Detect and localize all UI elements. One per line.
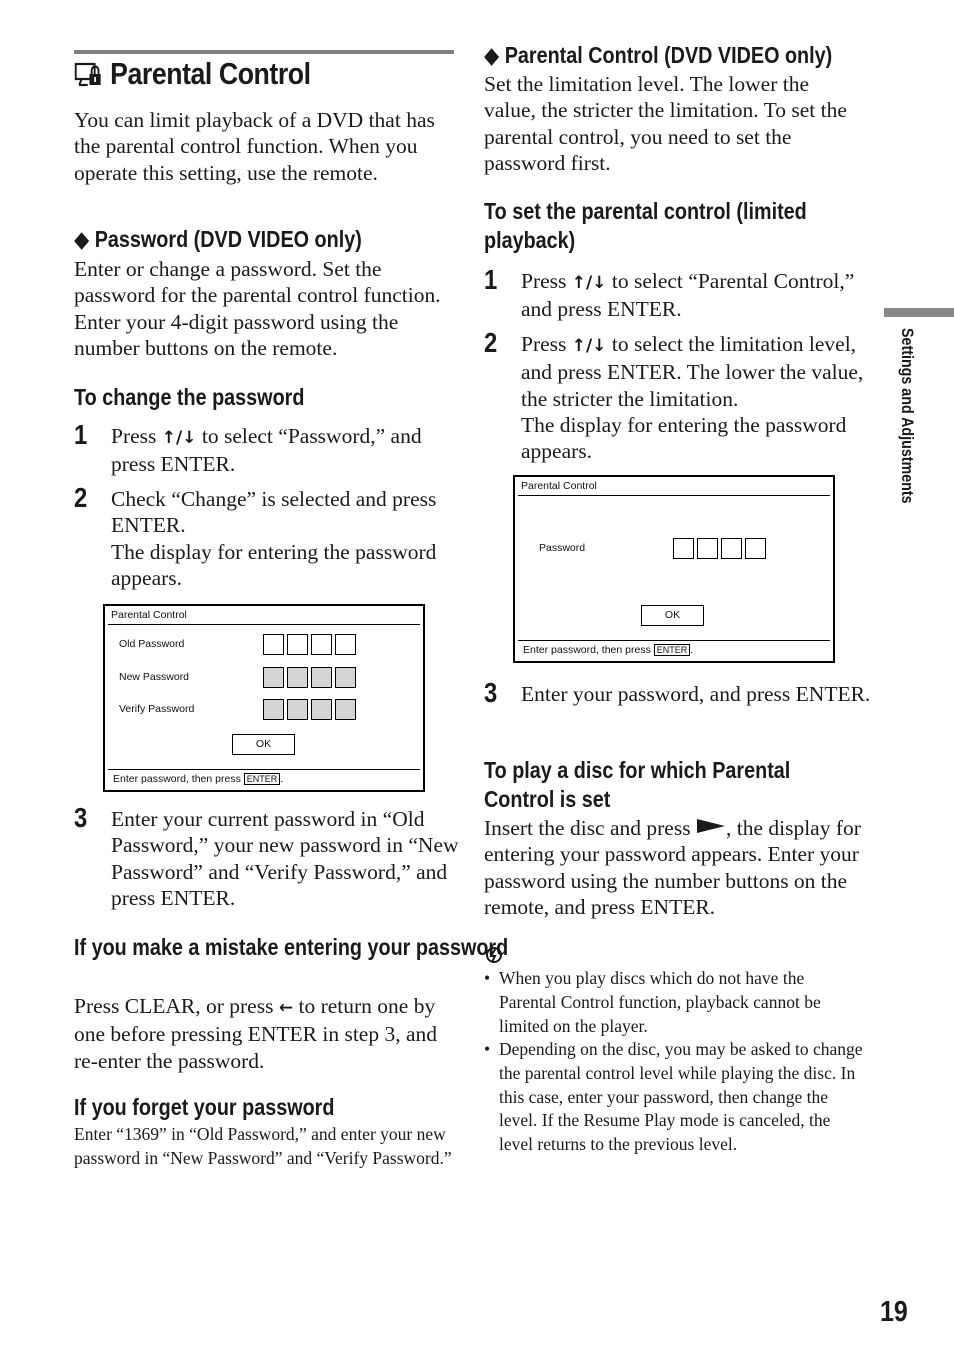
step-text-line2: The display for entering the password appears. bbox=[521, 412, 847, 464]
step-text bbox=[111, 423, 461, 478]
bullet-text: Depending on the disc, you may be asked to change the parental control level while playing the disc. In this case, enter your password, then change the level. If the Resume Play mode is canceled, the level returns to the previous level. bbox=[499, 1039, 863, 1155]
parental-lock-icon bbox=[74, 60, 103, 88]
mistake-text bbox=[74, 993, 456, 1074]
digit-box[interactable] bbox=[335, 699, 356, 720]
parental-heading-text: Parental Control (DVD VIDEO only) bbox=[504, 42, 833, 68]
screen-divider bbox=[518, 495, 830, 496]
footer-end: . bbox=[690, 644, 694, 656]
digit-box[interactable] bbox=[263, 699, 284, 720]
step-number: 1 bbox=[484, 264, 498, 295]
digit-box[interactable] bbox=[697, 538, 718, 559]
ok-button[interactable]: OK bbox=[232, 734, 295, 755]
set-parental-heading bbox=[484, 197, 807, 255]
password-text: Enter or change a password. Set the password for the parental control function. Enter your 4-digit password using the number buttons on the remote. bbox=[74, 257, 441, 360]
heading-line: To set the parental control (limited bbox=[484, 198, 807, 224]
step-text-post: to select the limitation level, and press ENTER. The lower the value, the stricter the limitation. bbox=[521, 332, 864, 411]
side-tab-text: Settings and Adjustments bbox=[898, 328, 917, 504]
digit-box[interactable] bbox=[287, 667, 308, 688]
step-text-post: to select “Password,” and press ENTER. bbox=[111, 424, 422, 477]
change-password-screen bbox=[103, 604, 425, 792]
step-text-line2: The display for entering the password appears. bbox=[111, 539, 437, 590]
step-text bbox=[111, 486, 461, 591]
digit-box[interactable] bbox=[335, 634, 356, 655]
note-icon bbox=[485, 945, 503, 965]
bullet-text: When you play discs which do not have the Parental Control function, playback cannot be limited on the player. bbox=[499, 968, 821, 1036]
screen-divider bbox=[108, 769, 420, 770]
screen-divider bbox=[518, 640, 830, 641]
password-heading-text: Password (DVD VIDEO only) bbox=[94, 226, 362, 252]
footer-end: . bbox=[280, 773, 284, 785]
digit-box[interactable] bbox=[721, 538, 742, 559]
mistake-text-post: to return one by one before pressing ENTER in step 3, and re-enter the password. bbox=[74, 994, 438, 1073]
digit-box[interactable] bbox=[311, 634, 332, 655]
step-number: 3 bbox=[484, 677, 498, 708]
play-disc-text bbox=[484, 815, 866, 920]
intro-text: You can limit playback of a DVD that has the parental control function. When you operate this setting, use the remote. bbox=[74, 108, 435, 185]
digit-box[interactable] bbox=[673, 538, 694, 559]
screen-footer bbox=[523, 644, 693, 656]
new-password-field[interactable] bbox=[263, 667, 356, 688]
verify-password-field[interactable] bbox=[263, 699, 356, 720]
screen-divider bbox=[108, 624, 420, 625]
old-password-field[interactable] bbox=[263, 634, 356, 655]
step-number: 2 bbox=[74, 482, 88, 513]
step-number: 1 bbox=[74, 419, 88, 450]
heading-line: playback) bbox=[484, 227, 576, 253]
forget-heading: If you forget your password bbox=[74, 1094, 335, 1120]
old-password-label: Old Password bbox=[119, 638, 185, 650]
page-title bbox=[74, 54, 311, 94]
side-tab-label bbox=[897, 328, 917, 548]
enter-key-icon: ENTER bbox=[244, 773, 281, 785]
digit-box[interactable] bbox=[335, 667, 356, 688]
ok-button[interactable]: OK bbox=[641, 605, 704, 626]
digit-box[interactable] bbox=[287, 699, 308, 720]
step-text-pre: Press bbox=[111, 424, 162, 448]
screen-footer bbox=[113, 773, 283, 785]
step-text-pre: Press bbox=[521, 332, 572, 356]
digit-box[interactable] bbox=[311, 667, 332, 688]
digit-box[interactable] bbox=[263, 634, 284, 655]
up-down-arrows-icon: ↑/↓ bbox=[161, 428, 197, 448]
change-password-heading: To change the password bbox=[74, 384, 305, 410]
password-label: Password bbox=[539, 542, 586, 554]
step-number: 3 bbox=[74, 802, 88, 833]
password-heading: ◆ Password (DVD VIDEO only) bbox=[74, 226, 362, 252]
mistake-heading: If you make a mistake entering your password bbox=[74, 934, 509, 960]
page-title-text: Parental Control bbox=[110, 56, 311, 91]
step-text-line1: Check “Change” is selected and press ENTER. bbox=[111, 487, 437, 538]
step-text bbox=[521, 331, 866, 464]
password-field[interactable] bbox=[673, 538, 766, 559]
side-tab-bar bbox=[884, 308, 954, 317]
digit-box[interactable] bbox=[311, 699, 332, 720]
up-down-arrows-icon: ↑/↓ bbox=[571, 336, 607, 356]
step-text-line1 bbox=[521, 331, 866, 412]
play-icon bbox=[696, 818, 726, 834]
mistake-text-pre: Press CLEAR, or press bbox=[74, 994, 279, 1018]
digit-box[interactable] bbox=[263, 667, 284, 688]
play-disc-text-post: , the display for entering your password appears. Enter your password using the number buttons on the remote, and press ENTER. bbox=[484, 816, 861, 919]
verify-password-label: Verify Password bbox=[119, 703, 195, 715]
footer-text: Enter password, then press bbox=[523, 644, 654, 656]
heading-line: To play a disc for which Parental bbox=[484, 757, 791, 783]
step-text-pre: Press bbox=[521, 269, 572, 293]
step-text: Enter your password, and press ENTER. bbox=[521, 682, 871, 706]
parental-text: Set the limitation level. The lower the value, the stricter the limitation. To set the parental control, you need to set the password first. bbox=[484, 72, 847, 175]
enter-key-icon: ENTER bbox=[654, 644, 691, 656]
heading-line: Control is set bbox=[484, 786, 611, 812]
screen-title: Parental Control bbox=[111, 609, 187, 621]
digit-box[interactable] bbox=[287, 634, 308, 655]
parental-heading: ◆ Parental Control (DVD VIDEO only) bbox=[484, 42, 833, 68]
screen-title: Parental Control bbox=[521, 480, 597, 492]
play-disc-text-pre: Insert the disc and press bbox=[484, 816, 696, 840]
play-disc-heading bbox=[484, 756, 790, 814]
step-text-post: to select “Parental Control,” and press ENTER. bbox=[521, 269, 855, 322]
step-text: Enter your current password in “Old Password,” your new password in “New Password” and “Verify Password,” and press ENTER. bbox=[111, 807, 459, 910]
bullet-dot: • bbox=[484, 968, 491, 988]
forget-text: Enter “1369” in “Old Password,” and enter your new password in “New Password” and “Verify Password.” bbox=[74, 1124, 452, 1168]
step-text bbox=[521, 268, 871, 323]
up-down-arrows-icon: ↑/↓ bbox=[571, 273, 607, 293]
digit-box[interactable] bbox=[745, 538, 766, 559]
parental-password-screen bbox=[513, 475, 835, 663]
bullet-dot: • bbox=[484, 1039, 491, 1059]
footer-text: Enter password, then press bbox=[113, 773, 244, 785]
new-password-label: New Password bbox=[119, 671, 190, 683]
step-number: 2 bbox=[484, 327, 498, 358]
page-number: 19 bbox=[880, 1296, 908, 1328]
back-arrow-icon: ← bbox=[278, 998, 294, 1018]
